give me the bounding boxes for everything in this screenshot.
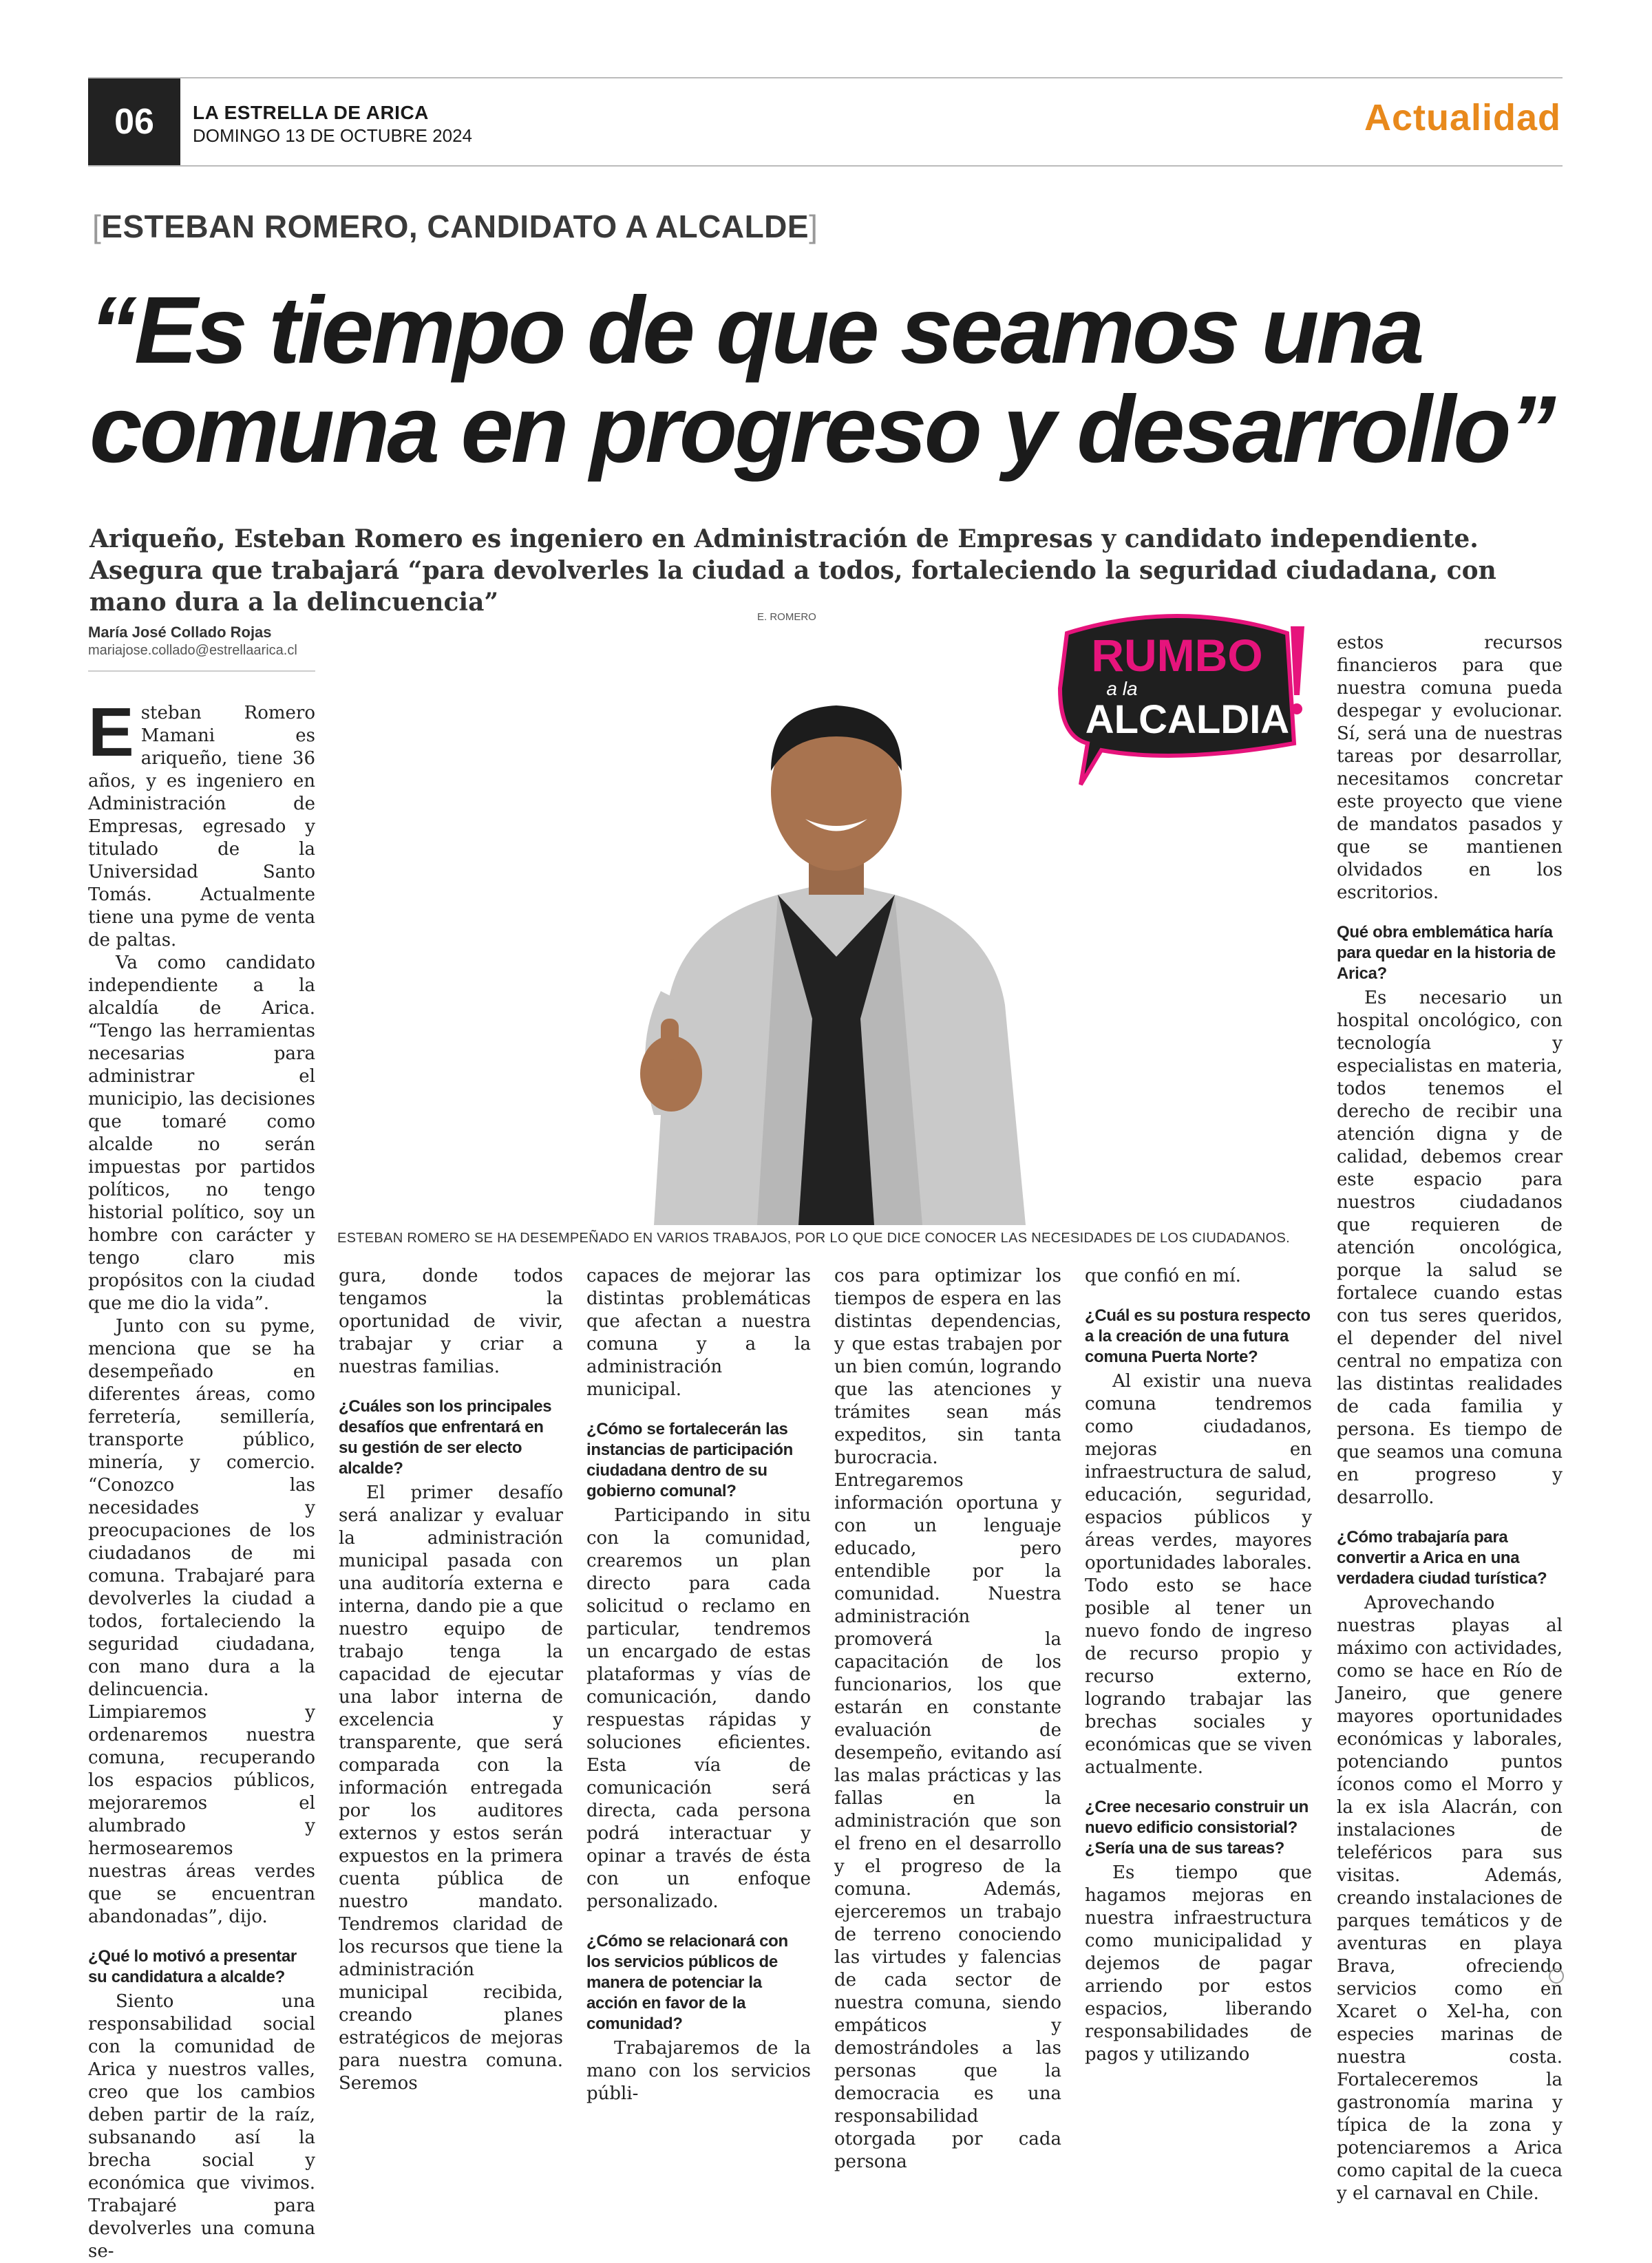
paragraph: Va como candidato independiente a la alcaldía de Arica. “Tengo las herramientas necesarias para administrar el municipio, las decisiones que tomaré como alcalde no serán impuestas por partidos políticos, no tengo historial político, soy un hombre con carácter y tengo claro mis propósitos con la ciudad que me dio la vida”. <box>88 953 315 1314</box>
headline-line-1: “Es tiempo de que seamos una <box>89 277 1422 383</box>
drop-cap: E <box>88 694 134 771</box>
paragraph: Participando in situ con la comunidad, crearemos un plan directo para cada solicitud o reclamo en particular, tendremos un encargado de estas plataformas y vías de comunicación, dando respuestas rápidas y soluciones eficientes. Esta vía de comunicación será directa, cada persona podrá interactuar y opinar a través de ésta con un enfoque personalizado. <box>586 1505 811 1912</box>
badge-line-1: RUMBO <box>1091 630 1263 681</box>
question-heading: ¿Cómo se fortalecerán las instancias de participación ciudadana dentro de su gobierno comunal? <box>586 1420 793 1500</box>
kicker-text: ESTEBAN ROMERO, CANDIDATO A ALCALDE <box>101 209 809 244</box>
header-top-rule <box>88 77 1563 78</box>
header-bottom-rule <box>88 165 1563 167</box>
question-heading: ¿Cómo trabajaría para convertir a Arica en una verdadera ciudad turística? <box>1337 1528 1547 1588</box>
paragraph: Siento una responsabilidad social con la comunidad de Arica y nuestros valles, creo que los cambios deben partir de la raíz, subsanando así la brecha social y económica que vivimos. Trabajaré para devolverles una comuna se- <box>88 1991 315 2262</box>
column-2 <box>339 1265 563 2095</box>
column-5 <box>1085 1265 1312 2066</box>
paragraph-text: steban Romero Mamani es ariqueño, tiene 36 años, y es ingeniero en Administración de Empresas, egresado y titulado de la Universidad Santo Tomás. Actualmente tiene una pyme de venta de paltas. <box>88 703 315 950</box>
photo-caption: ESTEBAN ROMERO SE HA DESEMPEÑADO EN VARIOS TRABAJOS, POR LO QUE DICE CONOCER LAS NECESIDADES DE LOS CIUDADANOS. <box>337 1231 1290 1246</box>
end-mark-icon <box>1549 1968 1564 1984</box>
paragraph: Al existir una nueva comuna tendremos como ciudadanos, mejoras en infraestructura de salud, educación, seguridad, espacios públicos y áreas verdes, mayores oportunidades laborales. Todo esto se hace posible al tener un nuevo fondo de ingreso de recurso propio y recurso externo, logrando trabajar las brechas sociales y económicas que se viven actualmente. <box>1085 1371 1312 1778</box>
column-4 <box>834 1265 1061 2174</box>
question-heading: ¿Cuáles son los principales desafíos que enfrentará en su gestión de ser electo alcalde? <box>339 1397 552 1478</box>
author-name: María José Collado Rojas <box>88 624 272 641</box>
column-3 <box>586 1265 811 2105</box>
paragraph: Es necesario un hospital oncológico, con tecnología y especialistas en materia, todos tenemos el derecho de recibir una atención digna y de calidad, debemos crear este espacio para nuestros ciudadanos que requieren de atención oncológica, porque la salud se fortalece cuando estas con tus seres queridos, el depender del nivel central no empatiza con las distintas realidades de cada familia y persona. Es tiempo de que seamos una comuna en progreso y desarrollo. <box>1337 988 1563 1508</box>
badge-line-2: a la <box>1106 678 1138 699</box>
paragraph: Junto con su pyme, menciona que se ha desempeñado en diferentes áreas, como ferretería, semillería, transporte público, minería, y comercio. “Conozco las necesidades y preocupaciones de los ciudadanos de mi comuna. Trabajaré para devolverles la ciudad a todos, fortaleciendo la seguridad ciudadana, con mano dura a la delincuencia. Limpiaremos y ordenaremos nuestra comuna, recuperando los espacios públicos, mejoraremos el alumbrado y hermosearemos nuestras áreas verdes que se encuentran abandonadas”, dijo. <box>88 1316 315 1927</box>
paragraph: capaces de mejorar las distintas problemáticas que afectan a nuestra comuna y a la administración municipal. <box>586 1266 811 1400</box>
paragraph: que confió en mí. <box>1085 1266 1241 1286</box>
question-heading: ¿Cuál es su postura respecto a la creación de una futura comuna Puerta Norte? <box>1085 1306 1311 1366</box>
byline-rule <box>88 670 315 672</box>
photo-credit: E. ROMERO <box>757 611 816 623</box>
kicker: [ESTEBAN ROMERO, CANDIDATO A ALCALDE] <box>92 209 818 244</box>
paragraph <box>88 694 315 952</box>
paragraph: estos recursos financieros para que nuestra comuna pueda despegar y evolucionar. Sí, será una de nuestras tareas por desarrollar, necesitamos concretar este proyecto que viene de mandatos pasados y que se mantienen olvidados en los escritorios. <box>1337 633 1563 903</box>
newspaper-name: LA ESTRELLA DE ARICA <box>193 102 429 123</box>
lead-paragraph: Ariqueño, Esteban Romero es ingeniero en Administración de Empresas y candidato independiente. Asegura que trabajará “para devolverles la ciudad a todos, fortaleciendo la seguridad ciudadana, con mano dura a la delincuencia” <box>89 524 1496 617</box>
paragraph: gura, donde todos tengamos la oportunidad de vivir, trabajar y criar a nuestras familias. <box>339 1266 563 1377</box>
paragraph: cos para optimizar los tiempos de espera en las distintas dependencias, y que estas trabajen por un bien común, logrando que las atenciones y trámites sean más expeditos, sin tanta burocracia. Entregaremos información oportuna y con un lenguaje educado, pero entendible por la comunidad. Nuestra administración promoverá la capacitación de los funcionarios, los que estarán en constante evaluación de desempeño, evitando así las malas prácticas y las fallas en la administración que son el freno en el desarrollo y el progreso de la comuna. Además, ejerceremos un trabajo de terreno conociendo las virtudes y falencias de cada sector de nuestra comuna, siendo empáticos y demostrándoles a las personas que la democracia es una responsabilidad otorgada por cada persona <box>834 1266 1061 2172</box>
publication-date: DOMINGO 13 DE OCTUBRE 2024 <box>193 125 472 146</box>
paragraph: Trabajaremos de la mano con los servicios públi- <box>586 2038 811 2104</box>
page-number: 06 <box>88 78 180 165</box>
question-heading: ¿Qué lo motivó a presentar su candidatura a alcalde? <box>88 1947 297 1986</box>
column-6 <box>1337 632 1563 2205</box>
paragraph: Aprovechando nuestras playas al máximo con actividades, como se hace en Río de Janeiro, que genere mayores oportunidades económicas y laborales, potenciando puntos íconos como el Morro y la ex isla Alacrán, con instalaciones de teleféricos para sus visitas. Además, creando instalaciones de parques temáticos y de aventuras en playa Brava, ofreciendo servicios como en Xcaret o Xel-ha, con especies marinas de nuestra costa. Fortaleceremos la gastronomía marina y típica de la zona y potenciaremos a Arica como capital de la cueca y el carnaval en Chile. <box>1337 1593 1563 2204</box>
question-heading: ¿Cree necesario construir un nuevo edificio consistorial? ¿Sería una de sus tareas? <box>1085 1798 1309 1858</box>
headline <box>89 277 1576 482</box>
headline-line-2: comuna en progreso y desarrollo” <box>89 376 1554 482</box>
badge-line-3: ALCALDIA <box>1085 697 1290 742</box>
candidate-photo <box>551 633 1122 1225</box>
paragraph: Es tiempo que hagamos mejoras en nuestra infraestructura como municipalidad y dejemos de pagar arriendo por estos espacios, liberando responsabilidades de pagos y utilizando <box>1085 1862 1312 2065</box>
rumbo-alcaldia-badge <box>1039 606 1315 791</box>
section-label: Actualidad <box>1364 97 1561 138</box>
author-email: mariajose.collado@estrellaarica.cl <box>88 643 297 658</box>
column-1 <box>88 694 315 2263</box>
paragraph: El primer desafío será analizar y evaluar la administración municipal pasada con una auditoría externa e interna, dando pie a que nuestro equipo de trabajo tenga la capacidad de ejecutar una labor interna de excelencia y transparente, que será comparada con la información entregada por los auditores externos y estos serán expuestos en la primera cuenta pública de nuestro mandato. Tendremos claridad de los recursos que tiene la administración municipal recibida, creando planes estratégicos de mejoras para nuestra comuna. Seremos <box>339 1483 563 2094</box>
question-heading: ¿Cómo se relacionará con los servicios públicos de manera de potenciar la acción en favor de la comunidad? <box>586 1932 788 2033</box>
question-heading: Qué obra emblemática haría para quedar en la historia de Arica? <box>1337 923 1556 983</box>
